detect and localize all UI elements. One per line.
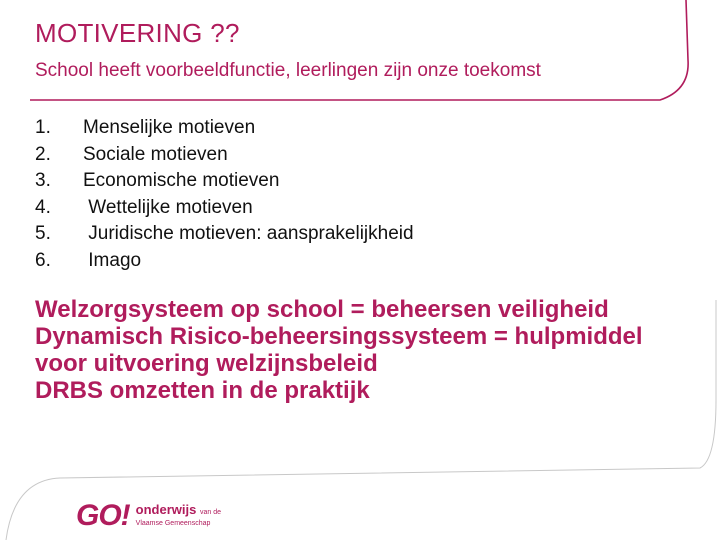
list-number: 1. [35,117,51,138]
list-text: Economische motieven [83,170,280,191]
list-number: 5. [35,223,51,244]
logo-subtitle: Vlaamse Gemeenschap [135,519,211,527]
logo-wordmark [135,501,222,529]
list-text: Juridische motieven: aansprakelijkheid [83,223,414,244]
list-item [35,195,414,222]
go-onderwijs-logo [76,498,221,534]
list-number: 4. [35,196,51,218]
slide-title: MOTIVERING ?? [35,18,240,48]
list-number: 3. [35,170,51,191]
list-item [35,142,414,169]
statement-welzorgsysteem: Welzorgsysteem op school = beheersen veiligheid [35,296,609,323]
statement-drbs-practice: DRBS omzetten in de praktijk [35,377,370,404]
list-item [35,168,414,195]
list-item [35,221,414,248]
logo-mark: GO! [76,499,130,532]
list-text: Menselijke motieven [83,117,256,138]
list-number: 2. [35,143,51,165]
logo-name-suffix: van de [199,508,222,516]
statement-drbs-definition: Dynamisch Risico-beheersingssysteem = hulpmiddel voor uitvoering welzijnsbeleid [35,323,643,377]
list-item [35,248,414,275]
slide-subtitle: School heeft voorbeeldfunctie, leerlingen zijn onze toekomst [35,60,541,81]
list-number: 6. [35,249,51,271]
body-statements [35,296,675,404]
list-item [35,115,414,142]
motives-list [35,115,414,274]
logo-name: onderwijs [135,501,197,517]
list-text: Sociale motieven [83,143,228,165]
list-text: Wettelijke motieven [83,196,253,218]
list-text: Imago [83,249,142,271]
